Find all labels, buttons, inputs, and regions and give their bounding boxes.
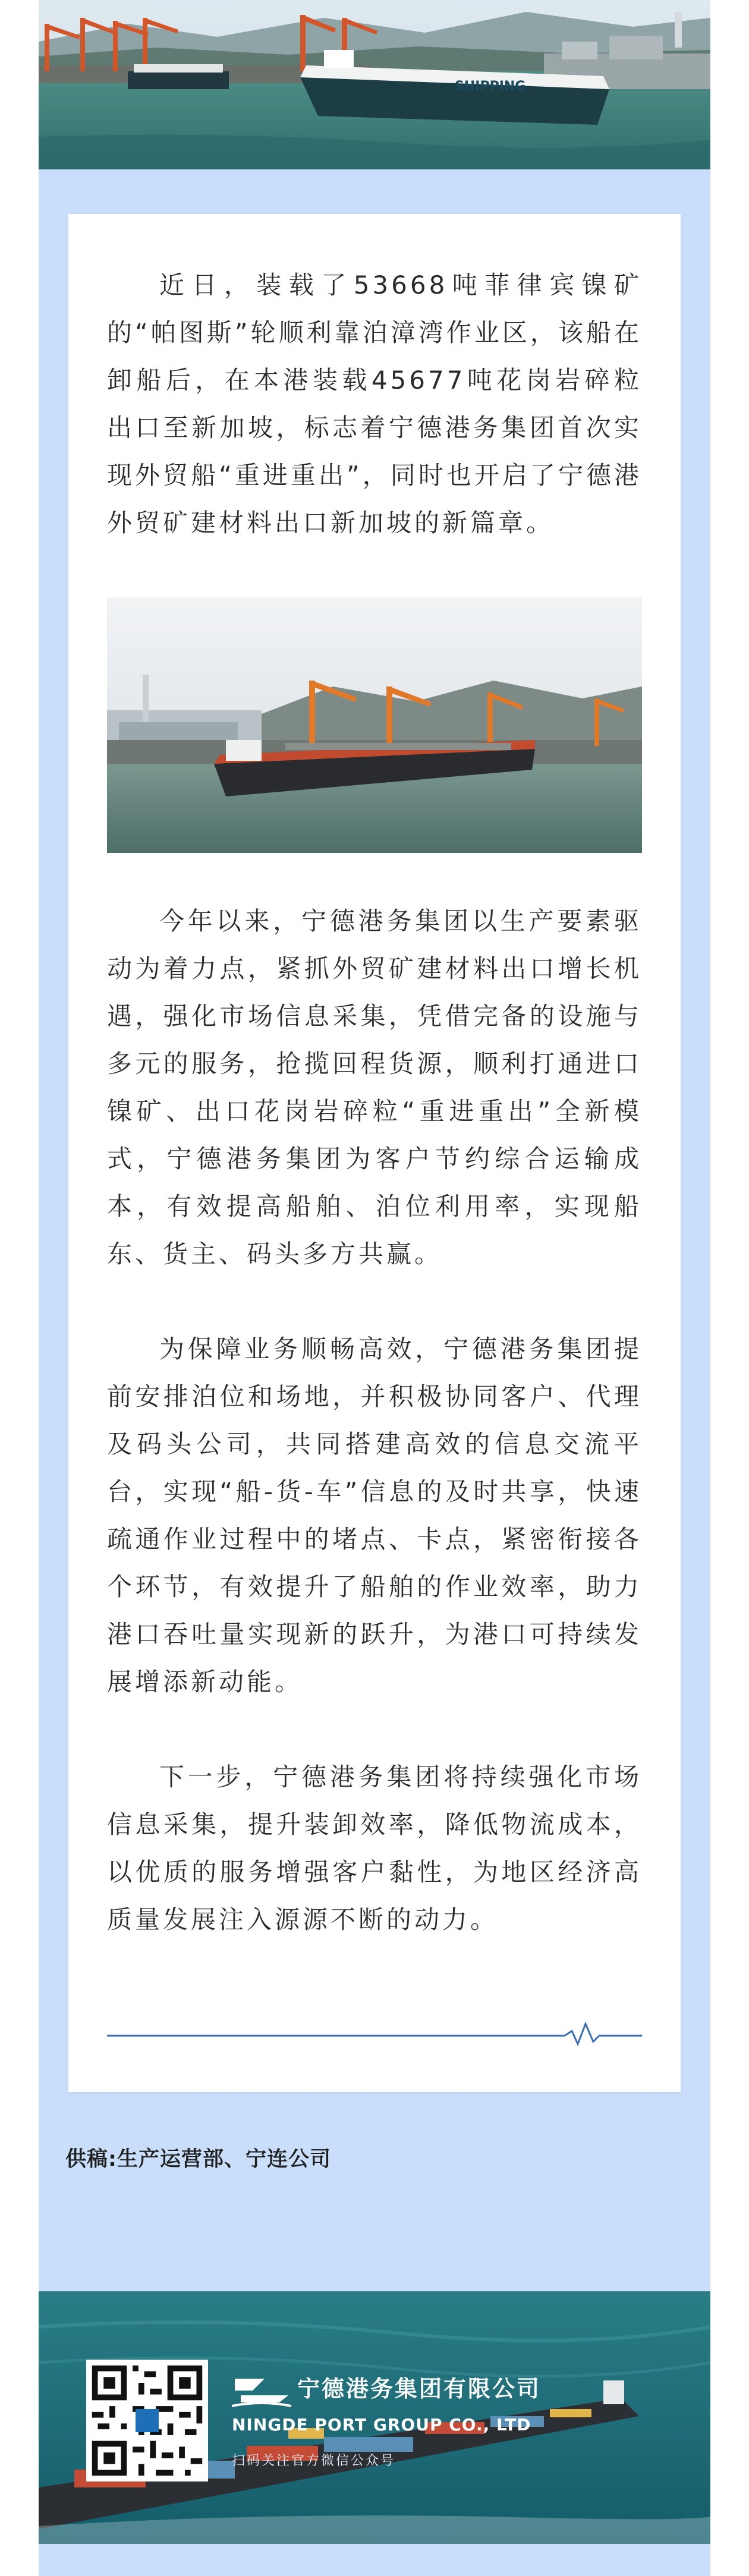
wechat-qr-code — [86, 2360, 208, 2481]
article-paragraph-1: 近日，装载了53668吨菲律宾镍矿的“帕图斯”轮顺利靠泊漳湾作业区，该船在卸船后，在本港装载45677吨花岗岩碎粒出口至新加坡，标志着宁德港务集团首次实现外贸船“重进重出”，同时也开启了宁德港外贸矿建材料出口新加坡的新篇章。 — [107, 270, 642, 537]
heartbeat-divider-line — [107, 2018, 642, 2054]
article-photo-port — [107, 597, 642, 853]
company-name-cn: 宁德港务集团有限公司 — [297, 2376, 542, 2402]
top-banner-photo — [39, 0, 710, 169]
article-paragraph-2: 今年以来，宁德港务集团以生产要素驱动为着力点，紧抓外贸矿建材料出口增长机遇，强化市场信息采集，凭借完备的设施与多元的服务，抢揽回程货源，顺利打通进口镍矿、出口花岗岩碎粒“重进重出”全新模式，宁德港务集团为客户节约综合运输成本，有效提高船舶、泊位利用率，实现船东、货主、码头多方共赢。 — [107, 906, 642, 1268]
contribution-credit: 供稿:生产运营部、宁连公司 — [65, 2147, 331, 2171]
article-paragraph-3: 为保障业务顺畅高效，宁德港务集团提前安排泊位和场地，并积极协同客户、代理及码头公司，共同搭建高效的信息交流平台，实现“船-货-车”信息的及时共享，快速疏通作业过程中的堵点、卡点，紧密衔接各个环节，有效提升了船舶的作业效率，助力港口吞吐量实现新的跃升，为港口可持续发展增添新动能。 — [107, 1334, 642, 1696]
article-frame — [39, 0, 710, 2576]
footer-banner — [39, 2291, 710, 2544]
company-logo-icon — [229, 2372, 294, 2413]
company-name-en: NINGDE PORT GROUP CO., LTD — [232, 2415, 531, 2435]
scan-qr-hint: 扫码关注官方微信公众号 — [232, 2454, 396, 2468]
article-paragraph-4: 下一步，宁德港务集团将持续强化市场信息采集，提升装卸效率，降低物流成本，以优质的服务增强客户黏性，为地区经济高质量发展注入源源不断的动力。 — [107, 1762, 642, 1934]
banner-ship-text: SHIPPING — [455, 79, 526, 94]
article-card — [68, 214, 681, 2092]
